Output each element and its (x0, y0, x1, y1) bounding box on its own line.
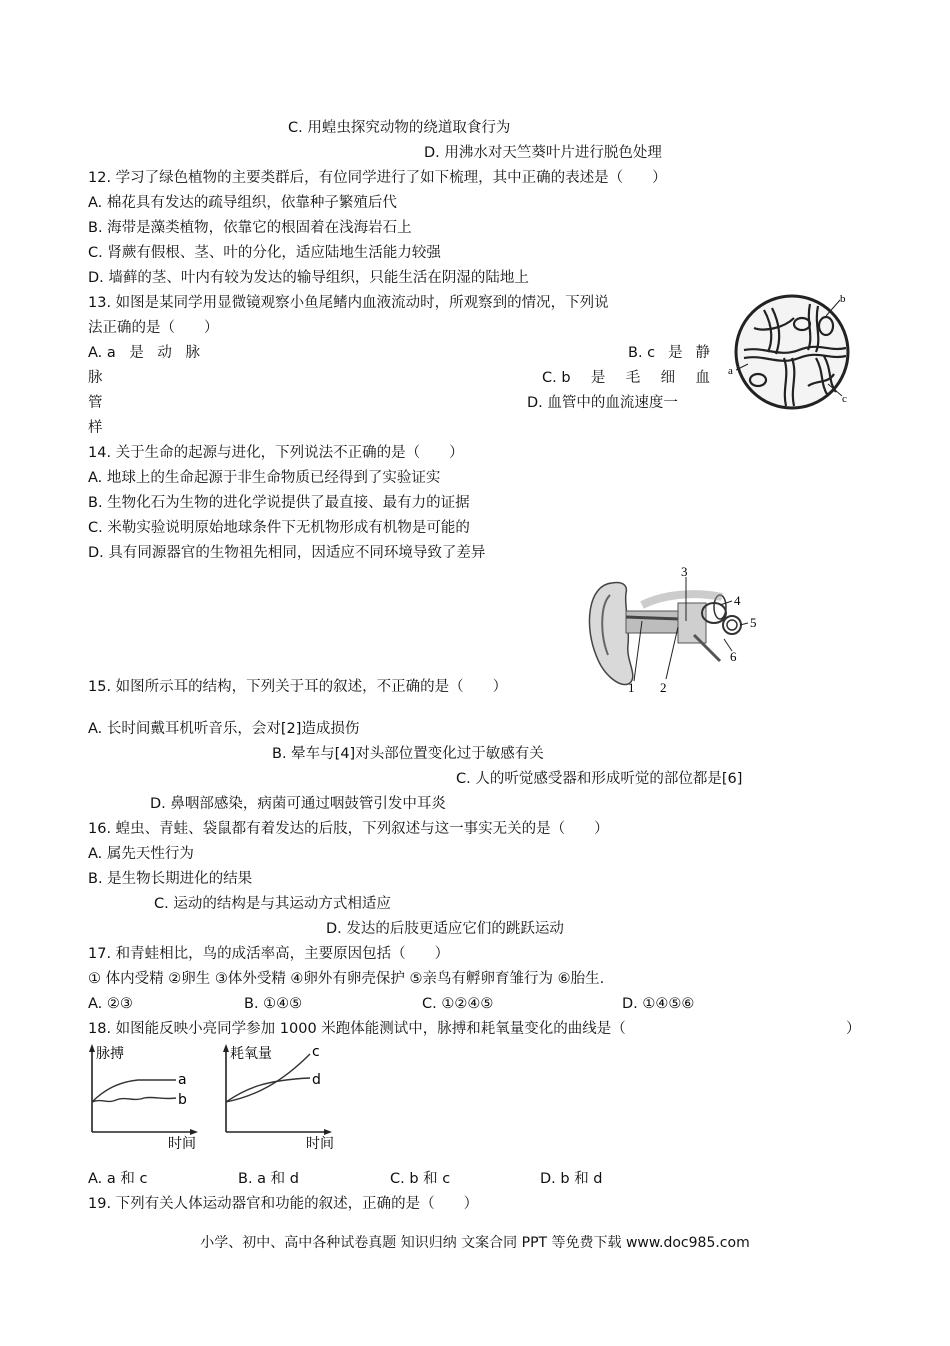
q11-option-c: C. 用蝗虫探究动物的绕道取食行为 (288, 120, 511, 136)
q13-stem-line2: 法正确的是（ ） (88, 320, 219, 336)
q13-option-d-cont: 样 (88, 420, 103, 436)
q12-option-a: A. 棉花具有发达的疏导组织，依靠种子繁殖后代 (88, 195, 397, 211)
curve-b-label: b (178, 1092, 187, 1108)
q13-option-d: D. 血管中的血流速度一 (527, 395, 678, 411)
ear-label-4: 4 (734, 593, 741, 608)
fig-label-c: c (842, 393, 847, 405)
ear-label-1: 1 (628, 680, 635, 695)
q13-option-c-cont: 管 (88, 395, 103, 411)
q19-stem: 19. 下列有关人体运动器官和功能的叙述，正确的是（ ） (88, 1196, 479, 1212)
fig-label-b: b (840, 293, 846, 305)
q14-option-b: B. 生物化石为生物的进化学说提供了最直接、最有力的证据 (88, 495, 470, 511)
q18-option-c: C. b 和 c (390, 1171, 451, 1187)
q16-option-c: C. 运动的结构是与其运动方式相适应 (154, 896, 391, 912)
q11-option-d: D. 用沸水对天竺葵叶片进行脱色处理 (424, 145, 662, 161)
q18-option-d: D. b 和 d (540, 1171, 603, 1187)
q17-option-a: A. ②③ (88, 996, 133, 1012)
q17-option-c: C. ①②④⑤ (422, 996, 494, 1012)
q13-option-b: B. c 是 静 (628, 345, 710, 361)
curve-a-label: a (178, 1072, 187, 1088)
ear-label-2: 2 (660, 680, 667, 695)
ear-structure-figure (582, 565, 772, 695)
q16-option-b: B. 是生物长期进化的结果 (88, 871, 253, 887)
q14-option-a: A. 地球上的生命起源于非生命物质已经得到了实验证实 (88, 470, 441, 486)
pulse-xlabel: 时间 (168, 1136, 196, 1152)
q13-option-c: C. b 是 毛 细 血 (542, 370, 710, 386)
pulse-ylabel: 脉搏 (96, 1046, 124, 1062)
blood-vessel-figure (724, 288, 864, 413)
ear-label-3: 3 (681, 565, 688, 579)
curve-d-label: d (312, 1072, 321, 1088)
page-footer: 小学、初中、高中各种试卷真题 知识归纳 文案合同 PPT 等免费下载 www.doc985.com (200, 1235, 750, 1251)
q15-option-c: C. 人的听觉感受器和形成听觉的部位都是[6] (456, 771, 743, 787)
oxygen-ylabel: 耗氧量 (230, 1046, 272, 1062)
curve-c-label: c (312, 1044, 320, 1060)
q17-option-b: B. ①④⑤ (244, 996, 303, 1012)
q15-stem: 15. 如图所示耳的结构，下列关于耳的叙述，不正确的是（ ） (88, 679, 508, 695)
q18-option-b: B. a 和 d (238, 1171, 299, 1187)
q12-option-d: D. 墙藓的茎、叶内有较为发达的输导组织，只能生活在阴湿的陆地上 (88, 270, 529, 286)
ear-label-6: 6 (730, 649, 737, 664)
q15-option-d: D. 鼻咽部感染，病菌可通过咽鼓管引发中耳炎 (150, 796, 446, 812)
ear-label-5: 5 (750, 615, 757, 630)
q12-option-b: B. 海带是藻类植物，依靠它的根固着在浅海岩石上 (88, 220, 412, 236)
q12-option-c: C. 肾蕨有假根、茎、叶的分化，适应陆地生活能力较强 (88, 245, 441, 261)
curve-b (92, 1097, 176, 1102)
q13-option-a: A. a 是 动 脉 (88, 345, 200, 361)
pulse-chart (82, 1040, 212, 1152)
q13-stem-line1: 13. 如图是某同学用显微镜观察小鱼尾鳍内血液流动时，所观察到的情况，下列说 (88, 295, 609, 311)
q17-option-d: D. ①④⑤⑥ (622, 996, 695, 1012)
q14-stem: 14. 关于生命的起源与进化，下列说法不正确的是（ ） (88, 445, 464, 461)
q16-option-a: A. 属先天性行为 (88, 846, 194, 862)
q17-items: ① 体内受精 ②卵生 ③体外受精 ④卵外有卵壳保护 ⑤亲鸟有孵卵育雏行为 ⑥胎生. (88, 971, 605, 987)
q15-option-a: A. 长时间戴耳机听音乐，会对[2]造成损伤 (88, 721, 360, 737)
q18-option-a: A. a 和 c (88, 1171, 148, 1187)
q18-stem: 18. 如图能反映小亮同学参加 1000 米跑体能测试中，脉搏和耗氧量变化的曲线是（ (88, 1021, 626, 1037)
oxygen-xlabel: 时间 (306, 1136, 334, 1152)
oxygen-chart (216, 1040, 346, 1152)
q16-option-d: D. 发达的后肢更适应它们的跳跃运动 (326, 921, 564, 937)
q14-option-c: C. 米勒实验说明原始地球条件下无机物形成有机物是可能的 (88, 520, 470, 536)
q12-stem: 12. 学习了绿色植物的主要类群后，有位同学进行了如下梳理，其中正确的表述是（ ） (88, 170, 667, 186)
q18-stem-close: ） (846, 1021, 861, 1037)
q15-option-b: B. 晕车与[4]对头部位置变化过于敏感有关 (272, 746, 544, 762)
q17-stem: 17. 和青蛙相比，鸟的成活率高，主要原因包括（ ） (88, 946, 450, 962)
q14-option-d: D. 具有同源器官的生物祖先相同，因适应不同环境导致了差异 (88, 545, 486, 561)
fig-label-a: a (728, 365, 733, 377)
q13-option-b-cont: 脉 (88, 370, 103, 386)
q16-stem: 16. 蝗虫、青蛙、袋鼠都有着发达的后肢，下列叙述与这一事实无关的是（ ） (88, 821, 609, 837)
